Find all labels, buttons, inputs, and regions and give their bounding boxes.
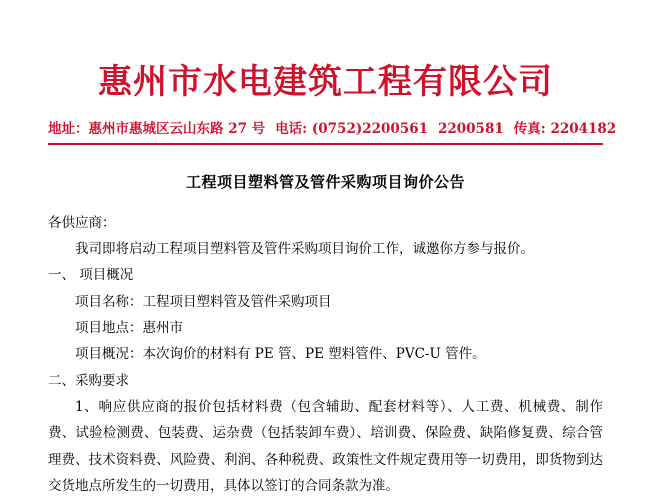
phone-label: 电话:	[275, 120, 308, 137]
fax-block	[514, 117, 616, 137]
salutation: 各供应商：	[48, 214, 116, 231]
project-overview-line: 项目概况：本次询价的材料有 PE 管、PE 塑料管件、PVC-U 管件。	[75, 346, 486, 363]
project-name-line: 项目名称：工程项目塑料管及管件采购项目	[75, 293, 332, 310]
project-place-line: 项目地点：惠州市	[75, 320, 183, 337]
address-block	[48, 117, 265, 137]
address-value: 惠州市惠城区云山东路 27 号	[88, 120, 266, 137]
letterhead-divider	[48, 143, 603, 145]
phone-value-secondary: 2200581	[437, 120, 504, 137]
section-two-heading: 二、采购要求	[48, 372, 129, 389]
contact-info-row	[48, 117, 617, 137]
phone-block	[275, 117, 428, 137]
address-label: 地址：	[48, 120, 89, 137]
company-name: 惠州市水电建筑工程有限公司	[98, 62, 553, 102]
fax-label: 传真:	[513, 120, 546, 137]
phone-value: (0752)2200561	[311, 120, 428, 137]
intro-paragraph: 我司即将启动工程项目塑料管及管件采购项目询价工作，诚邀你方参与报价。	[75, 241, 534, 258]
letterhead	[48, 0, 617, 145]
document-body	[48, 210, 603, 499]
requirement-one-paragraph: 1、响应供应商的报价包括材料费（包含辅助、配套材料等）、人工费、机械费、制作费、试验检测费、包装费、运杂费（包括装卸车费）、培训费、保险费、缺陷修复费、综合管理费、技术资料费、风险费、利润、各种税费、政策性文件规定费用等一切费用，即货物到达交货地点所发生的一切费用，具体以签订的合同条款为准。	[48, 398, 603, 494]
fax-value: 2204182	[550, 120, 617, 137]
document-title: 工程项目塑料管及管件采购项目询价公告	[185, 172, 465, 191]
section-one-heading: 一、 项目概况	[48, 267, 134, 284]
